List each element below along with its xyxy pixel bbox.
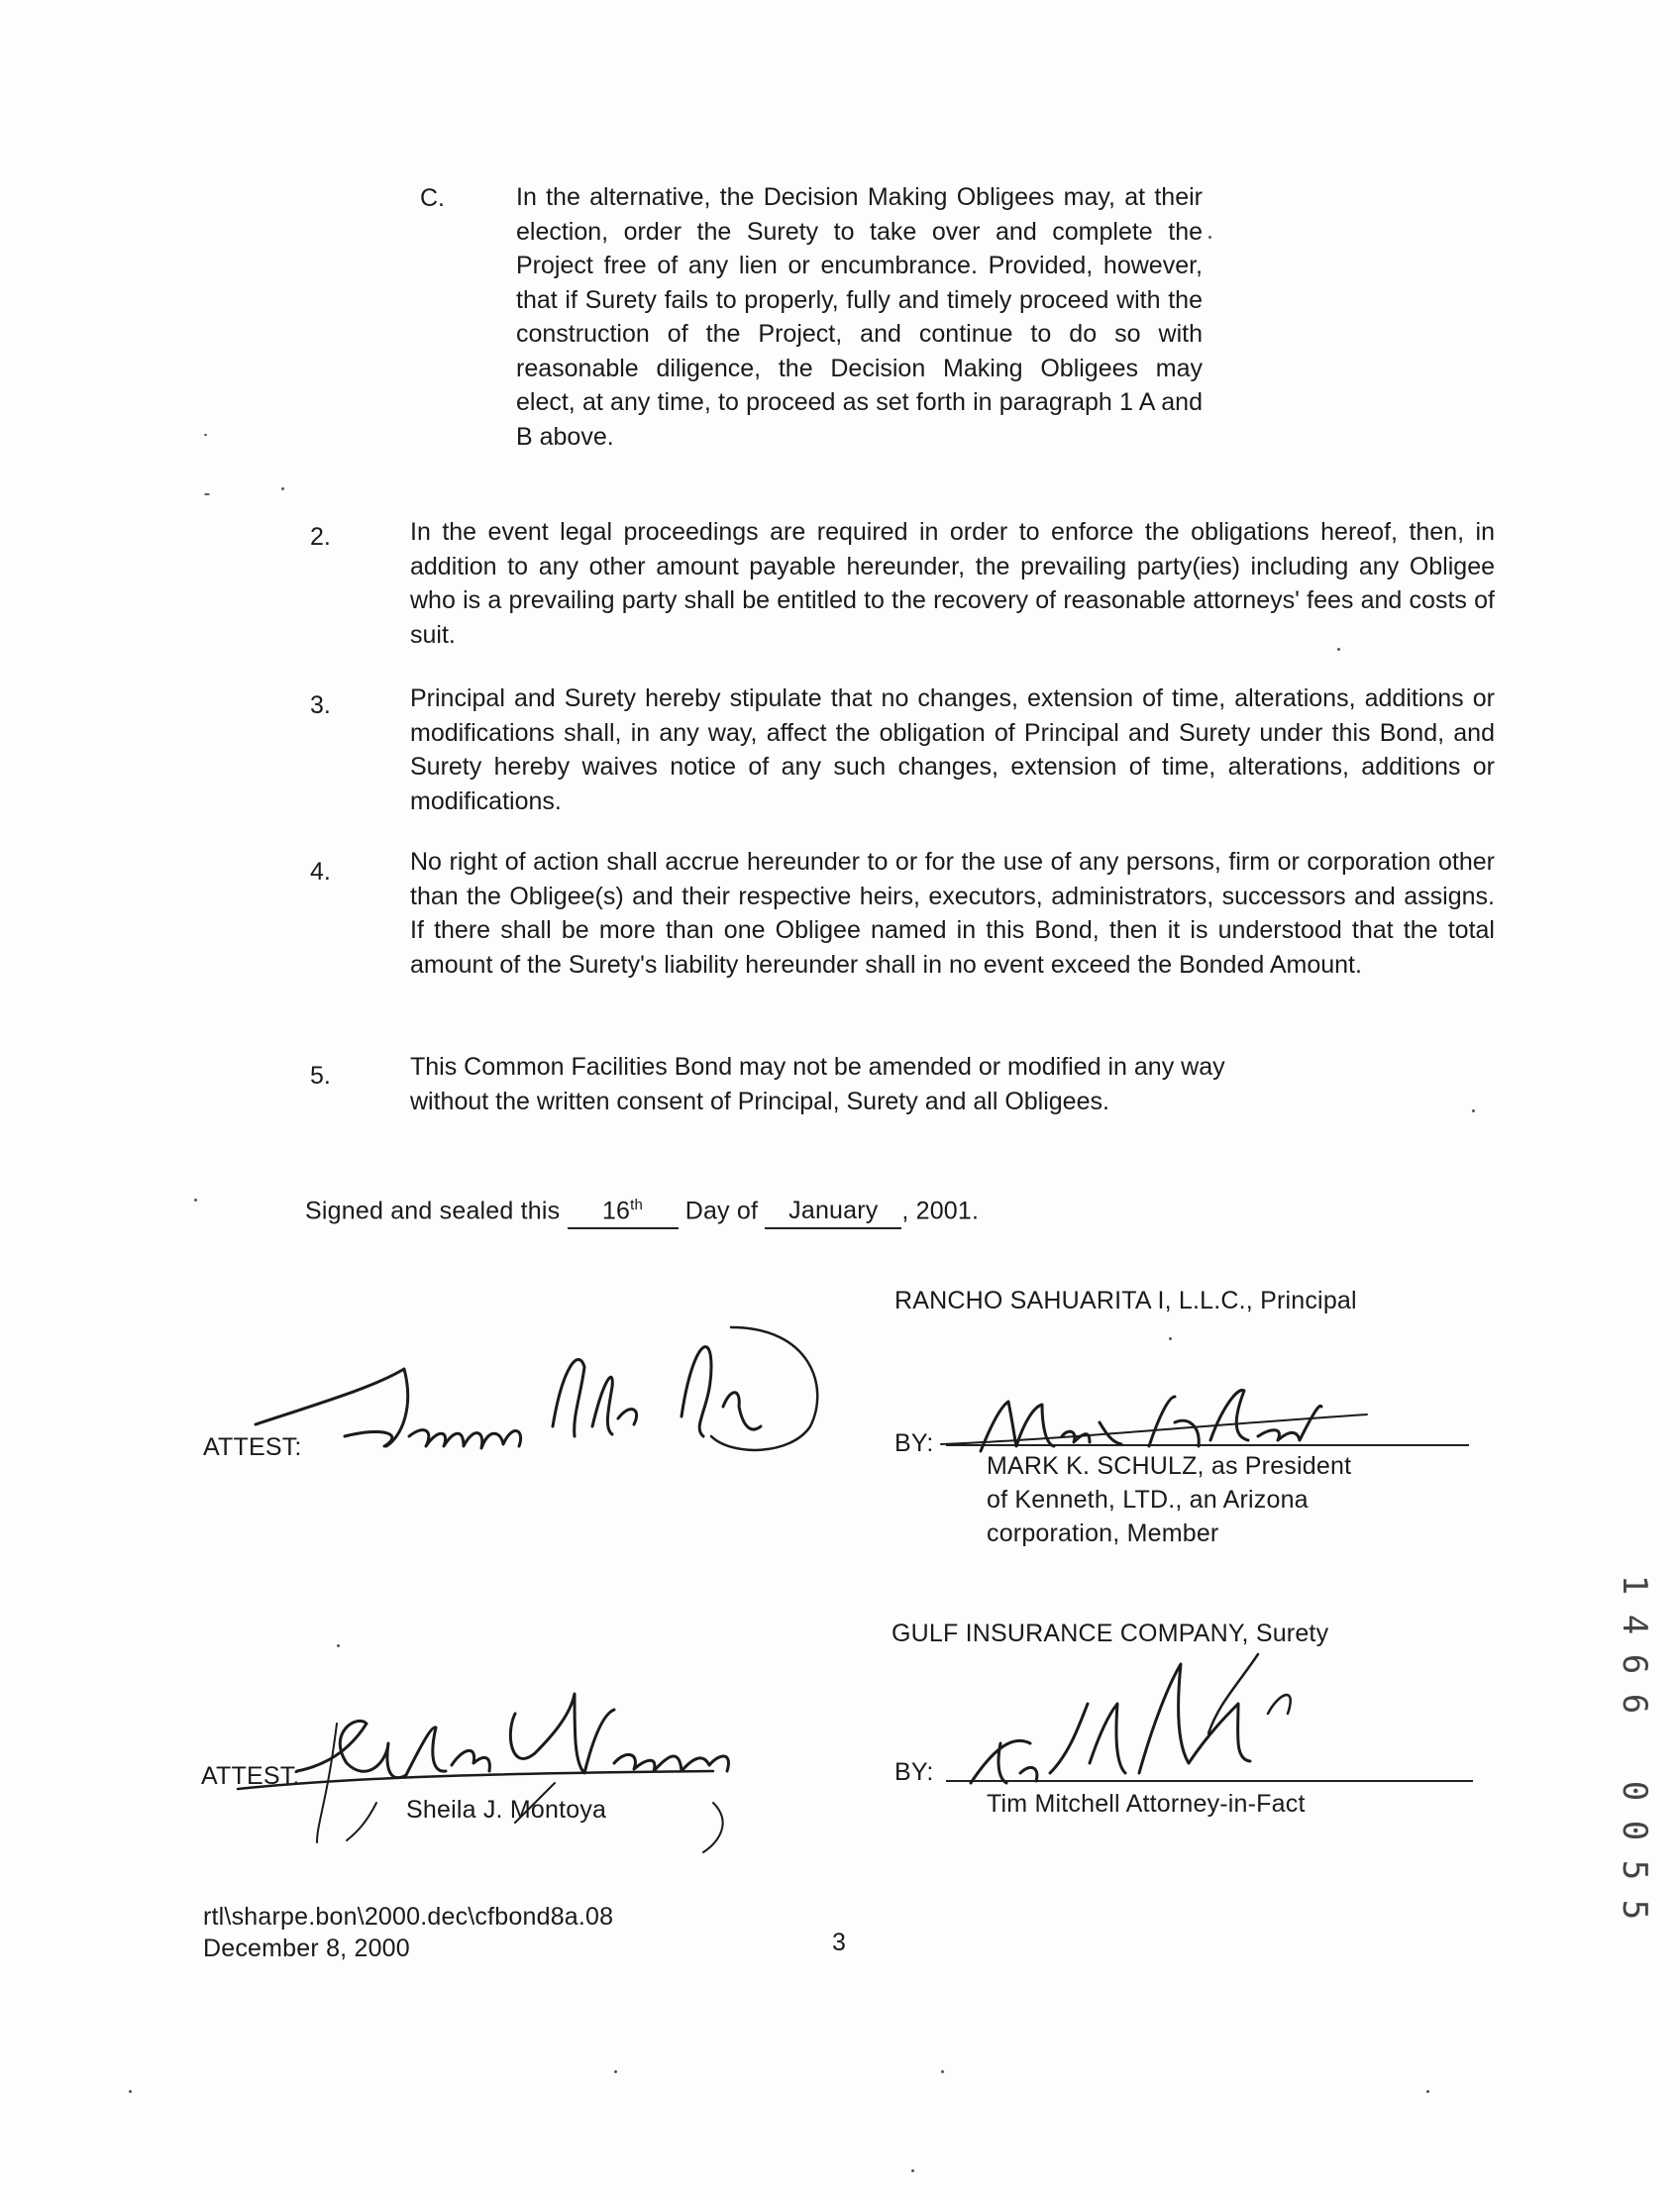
paragraph-c-label: C. <box>420 184 445 212</box>
principal-attest-label: ATTEST: <box>203 1433 302 1461</box>
principal-signer-line3: corporation, Member <box>987 1519 1219 1547</box>
surety-signer: Tim Mitchell Attorney-in-Fact <box>987 1790 1306 1818</box>
surety-signature <box>941 1644 1357 1803</box>
bates-stamp <box>1615 1565 1654 1922</box>
bates-digit: 5 <box>1615 1859 1654 1881</box>
scan-speck <box>911 2169 914 2172</box>
scan-speck <box>1169 1337 1172 1340</box>
bates-gap <box>1611 1728 1658 1767</box>
scan-speck <box>1208 236 1211 239</box>
surety-attest-name: Sheila J. Montoya <box>406 1796 607 1824</box>
scan-speck <box>941 2070 944 2073</box>
scan-speck <box>204 434 207 436</box>
signed-day: 16th <box>568 1189 679 1229</box>
principal-name: RANCHO SAHUARITA I, L.L.C., Principal <box>894 1287 1357 1314</box>
item-2-text: In the event legal proceedings are required in order to enforce the obligations hereof, then, in addition to any other amount payable hereunder, the prevailing party(ies) including any Obligee who is a prevailing party shall be entitled to the recovery of reasonable attorneys' fees and costs of suit. <box>410 518 1495 649</box>
footer-date: December 8, 2000 <box>203 1935 410 1962</box>
signed-year: , 2001. <box>901 1197 980 1225</box>
item-4-text: No right of action shall accrue hereunder to or for the use of any persons, firm or corporation other than the Obligee(s) and their respective heirs, executors, administrators, successors and assigns. If there shall be more than one Obligee named in this Bond, then it is understood that the total amount of the Surety's liability hereunder shall in no event exceed the Bonded Amount. <box>410 848 1495 979</box>
item-3-text: Principal and Surety hereby stipulate that no changes, extension of time, alterations, additions or modifications shall, in any way, affect the obligation of Principal and Surety under this Bond, and Surety hereby waives notice of any such changes, extension of time, alterations, additions or modifications. <box>410 684 1495 815</box>
signed-sealed-line <box>305 1189 979 1229</box>
scan-speck <box>614 2070 617 2073</box>
principal-signer-line1: MARK K. SCHULZ, as President <box>987 1452 1352 1480</box>
scan-speck <box>194 1199 197 1202</box>
item-4-number: 4. <box>310 858 331 886</box>
principal-signer-line2: of Kenneth, LTD., an Arizona <box>987 1486 1309 1514</box>
surety-name: GULF INSURANCE COMPANY, Surety <box>892 1620 1329 1647</box>
paragraph-c-text: In the alternative, the Decision Making Obligees may, at their election, order the Surety to take over and complete the Project free of any lien or encumbrance. Provided, however, that if Surety fails to properly, fully and timely proceed with the construction of the Project, and continue to do so with reasonable diligence, the Decision Making Obligees may elect, at any time, to proceed as set forth in paragraph 1 A and B above. <box>516 183 1203 451</box>
surety-by-label: BY: <box>894 1758 934 1786</box>
bates-digit: 0 <box>1615 1820 1654 1841</box>
item-3-number: 3. <box>310 691 331 719</box>
footer-file-ref: rtl\sharpe.bon\2000.dec\cfbond8a.08 <box>203 1903 614 1931</box>
scan-speck <box>204 493 210 495</box>
bates-digit: 6 <box>1615 1693 1654 1715</box>
bates-digit: 0 <box>1615 1780 1654 1802</box>
bates-digit: 4 <box>1615 1614 1654 1635</box>
scan-speck <box>281 487 284 490</box>
item-5-number: 5. <box>310 1062 331 1090</box>
signed-middle: Day of <box>684 1197 759 1225</box>
bates-digit: 1 <box>1615 1574 1654 1596</box>
scan-speck <box>1426 2090 1429 2093</box>
scan-speck <box>129 2090 132 2093</box>
scan-speck <box>1472 1109 1475 1112</box>
bates-digit: 6 <box>1615 1653 1654 1675</box>
item-5-text: This Common Facilities Bond may not be amended or modified in any way without the written consent of Principal, Surety and all Obligees. <box>410 1053 1225 1115</box>
attest-signature-1 <box>315 1308 830 1466</box>
signed-month: January <box>765 1194 901 1229</box>
principal-by-label: BY: <box>894 1429 934 1457</box>
signed-prefix: Signed and sealed this <box>305 1197 561 1225</box>
item-2-number: 2. <box>310 523 331 551</box>
bates-digit: 5 <box>1615 1899 1654 1921</box>
page-number: 3 <box>832 1929 847 1956</box>
surety-attest-label: ATTEST: <box>201 1762 300 1790</box>
scan-speck <box>337 1644 340 1647</box>
